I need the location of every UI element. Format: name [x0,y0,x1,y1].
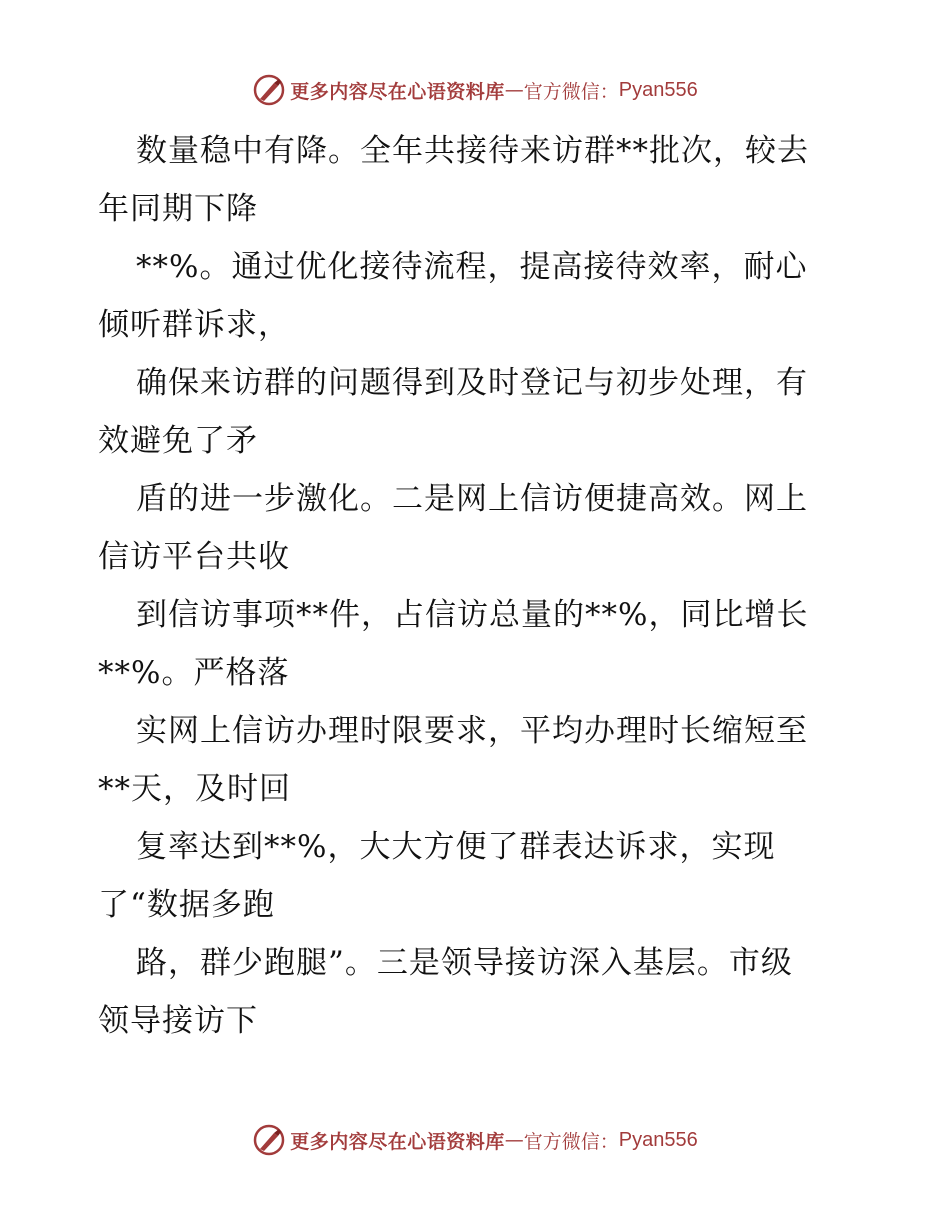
body-line: 路，群少跑腿”。三是领导接访深入基层。市级 [136,945,793,981]
body-line: 年同期下降 [98,191,258,227]
footer-banner [0,1120,950,1160]
body-line: **天，及时回 [98,771,291,807]
footer-separator: — [504,1129,524,1151]
footer-wechat-id: Pyan556 [618,1128,698,1151]
body-line: 复率达到**%，大大方便了群表达诉求，实现 [136,829,776,865]
header-wechat-id: Pyan556 [618,78,698,101]
header-separator: — [504,79,524,101]
footer-wechat-label: 官方微信： [523,1130,619,1153]
body-line: 确保来访群的问题得到及时登记与初步处理，有 [136,365,808,401]
body-line: **%。通过优化接待流程，提高接待效率，耐心 [136,249,808,285]
body-line: **%。严格落 [98,655,290,691]
body-line: 了“数据多跑 [98,887,275,923]
footer-brand-text: 更多内容尽在心语资料库 [290,1130,505,1153]
body-line: 信访平台共收 [98,539,290,575]
body-line: 盾的进一步激化。二是网上信访便捷高效。网上 [136,481,808,517]
body-line: 效避免了矛 [98,423,258,459]
pen-logo-icon [252,73,286,107]
body-line: 到信访事项**件，占信访总量的**%，同比增长 [136,597,809,633]
document-body [98,122,858,1050]
header-wechat-label: 官方微信： [523,80,619,103]
pen-logo-icon [252,1123,286,1157]
header-brand-text: 更多内容尽在心语资料库 [290,80,505,103]
header-banner [0,70,950,110]
body-line: 实网上信访办理时限要求，平均办理时长缩短至 [136,713,808,749]
body-line: 倾听群诉求， [98,307,290,343]
body-line: 数量稳中有降。全年共接待来访群**批次，较去 [136,133,809,169]
body-line: 领导接访下 [98,1003,258,1039]
